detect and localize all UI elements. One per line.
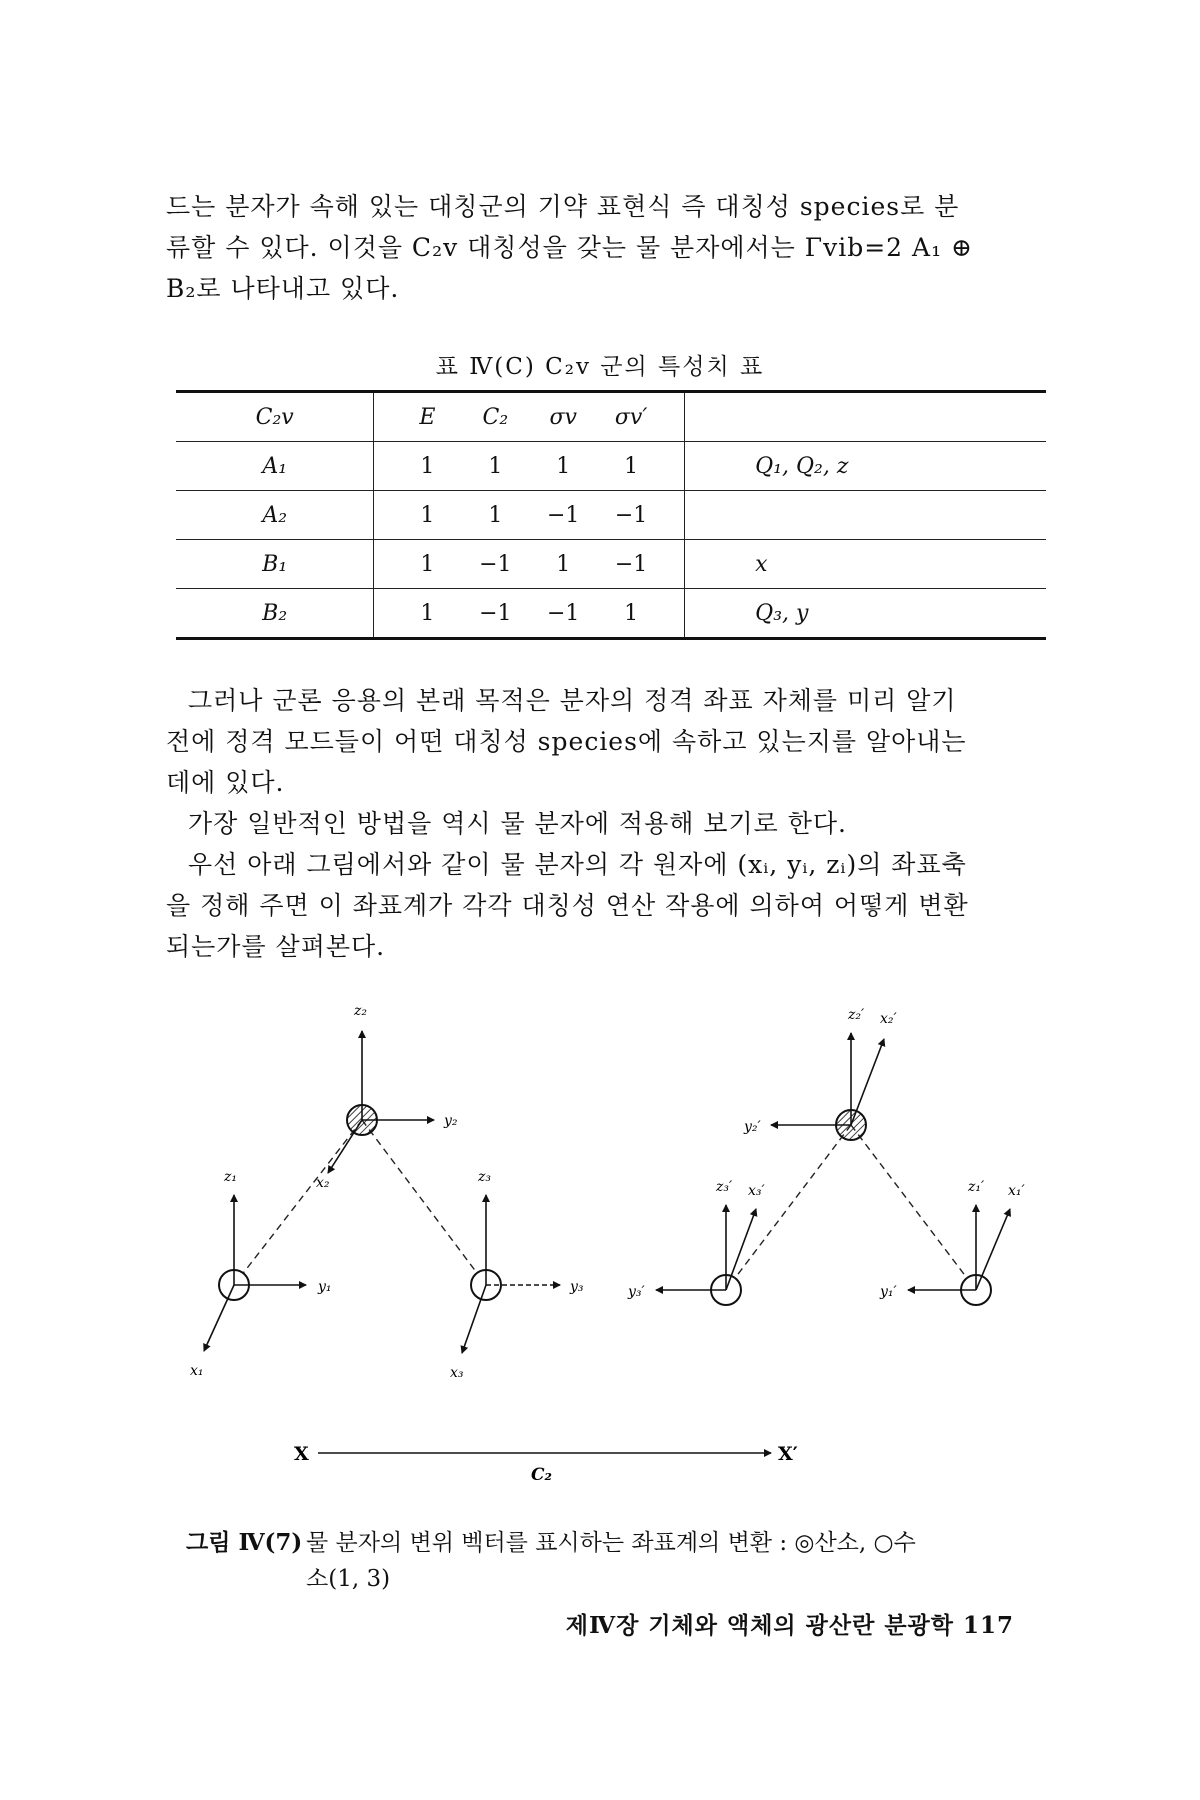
axis-label: X	[294, 1443, 309, 1465]
table-caption: 표 Ⅳ(C) C₂v 군의 특성치 표	[435, 354, 765, 380]
axis-label: z₃	[478, 1169, 491, 1185]
x-axis-arrow	[976, 1209, 1010, 1290]
table-cell: C₂	[461, 392, 529, 442]
text-line: 데에 있다.	[166, 768, 285, 797]
axis-label: z₂	[354, 1003, 367, 1019]
table-cell: −1	[461, 540, 529, 589]
table-cell: 1	[393, 442, 461, 491]
table-cell: 1	[393, 491, 461, 540]
table-header-row	[176, 392, 1046, 442]
x-axis-arrow	[851, 1039, 884, 1125]
table-cell: −1	[461, 589, 529, 639]
axis-label: z₁	[224, 1169, 237, 1185]
x-axis-arrow	[204, 1285, 234, 1351]
table-cell: Q₁, Q₂, z	[685, 442, 1046, 491]
text-line: 그러나 군론 응용의 본래 목적은 분자의 정격 좌표 자체를 미리 알기	[188, 686, 957, 715]
x-axis-arrow	[328, 1120, 362, 1173]
axis-label: z₁′	[968, 1179, 985, 1195]
table-cell: C₂v	[176, 392, 374, 442]
axis-label: x₃	[450, 1365, 464, 1381]
table-cell: 1	[393, 540, 461, 589]
text-line: 가장 일반적인 방법을 역시 물 분자에 적용해 보기로 한다.	[188, 809, 847, 838]
bond-line	[234, 1120, 362, 1285]
bond-line	[726, 1125, 851, 1290]
axis-label: x₁	[190, 1363, 204, 1379]
axis-label: x₃′	[748, 1183, 765, 1199]
axis-label: y₁	[318, 1279, 332, 1295]
table-cell: 1	[461, 491, 529, 540]
left-molecule	[190, 1003, 584, 1381]
axis-label: x₁′	[1008, 1183, 1025, 1199]
c2-operation-arrow	[294, 1443, 798, 1485]
table-cell: −1	[597, 540, 665, 589]
axis-label: X′	[778, 1443, 798, 1465]
table-row	[176, 540, 1046, 589]
table-cell: Q₃, y	[685, 589, 1046, 639]
table-cell: σv	[529, 392, 597, 442]
table-row	[176, 442, 1046, 491]
figure-number: 그림 Ⅳ(7)	[186, 1529, 303, 1556]
table-cell: E	[393, 392, 461, 442]
table-cell	[685, 392, 1046, 442]
caption-text: 물 분자의 변위 벡터를 표시하는 좌표계의 변환 : ◎산소, ○수	[306, 1530, 916, 1556]
bond-line	[851, 1125, 976, 1290]
table-cell: 1	[393, 589, 461, 639]
text-line: 전에 정격 모드들이 어떤 대칭성 species에 속하고 있는지를 알아내는	[166, 727, 967, 756]
axis-label: x₂′	[880, 1011, 897, 1027]
character-table	[176, 390, 1046, 640]
text-line: 류할 수 있다. 이것을 C₂v 대칭성을 갖는 물 분자에서는 Γvib=2 A₁ ⊕	[166, 233, 973, 262]
table-row	[176, 589, 1046, 639]
text-line: B₂로 나타내고 있다.	[166, 274, 400, 303]
paragraph-1	[166, 186, 1050, 309]
table-cell: B₁	[176, 540, 374, 589]
table-cell: B₂	[176, 589, 374, 639]
axis-label: y₂′	[744, 1119, 761, 1135]
axis-label: z₃′	[716, 1179, 733, 1195]
table-cell: −1	[529, 491, 597, 540]
table-cell: 1	[529, 442, 597, 491]
figure-caption	[186, 1525, 1016, 1597]
axis-label: y₃′	[628, 1284, 645, 1300]
table-cell: 1	[529, 540, 597, 589]
paragraph-3	[166, 803, 1050, 844]
table-cell: σv′	[597, 392, 665, 442]
text-line: 되는가를 살펴본다.	[166, 932, 386, 961]
caption-text: 소(1, 3)	[306, 1566, 391, 1592]
text-line: 을 정해 주면 이 좌표계가 각각 대칭성 연산 작용에 의하여 어떻게 변환	[166, 891, 969, 920]
table-cell	[685, 491, 1046, 540]
right-molecule	[627, 1007, 1026, 1305]
running-footer: 제Ⅳ장 기체와 액체의 광산란 분광학 117	[565, 1612, 1014, 1639]
text-line: 우선 아래 그림에서와 같이 물 분자의 각 원자에 (xᵢ, yᵢ, zᵢ)의 좌표축	[188, 850, 967, 879]
water-molecule-coordinate-figure	[166, 995, 1046, 1555]
operation-label: C₂	[531, 1465, 552, 1485]
table-cell: 1	[461, 442, 529, 491]
paragraph-2	[166, 680, 1050, 803]
table-cell: −1	[597, 491, 665, 540]
table-cell: −1	[529, 589, 597, 639]
bond-line	[362, 1120, 486, 1285]
axis-label: y₂	[444, 1113, 458, 1129]
axis-label: y₃	[570, 1279, 584, 1295]
text-line: 드는 분자가 속해 있는 대칭군의 기약 표현식 즉 대칭성 species로 분	[166, 192, 960, 221]
table-cell: A₁	[176, 442, 374, 491]
table-row	[176, 491, 1046, 540]
table-cell: A₂	[176, 491, 374, 540]
paragraph-4	[166, 844, 1050, 967]
x-axis-arrow	[726, 1209, 756, 1290]
table-cell: 1	[597, 589, 665, 639]
axis-label: y₁′	[880, 1284, 897, 1300]
table-cell: 1	[597, 442, 665, 491]
table-cell: x	[685, 540, 1046, 589]
axis-label: x₂	[316, 1175, 330, 1191]
axis-label: z₂′	[848, 1007, 865, 1023]
